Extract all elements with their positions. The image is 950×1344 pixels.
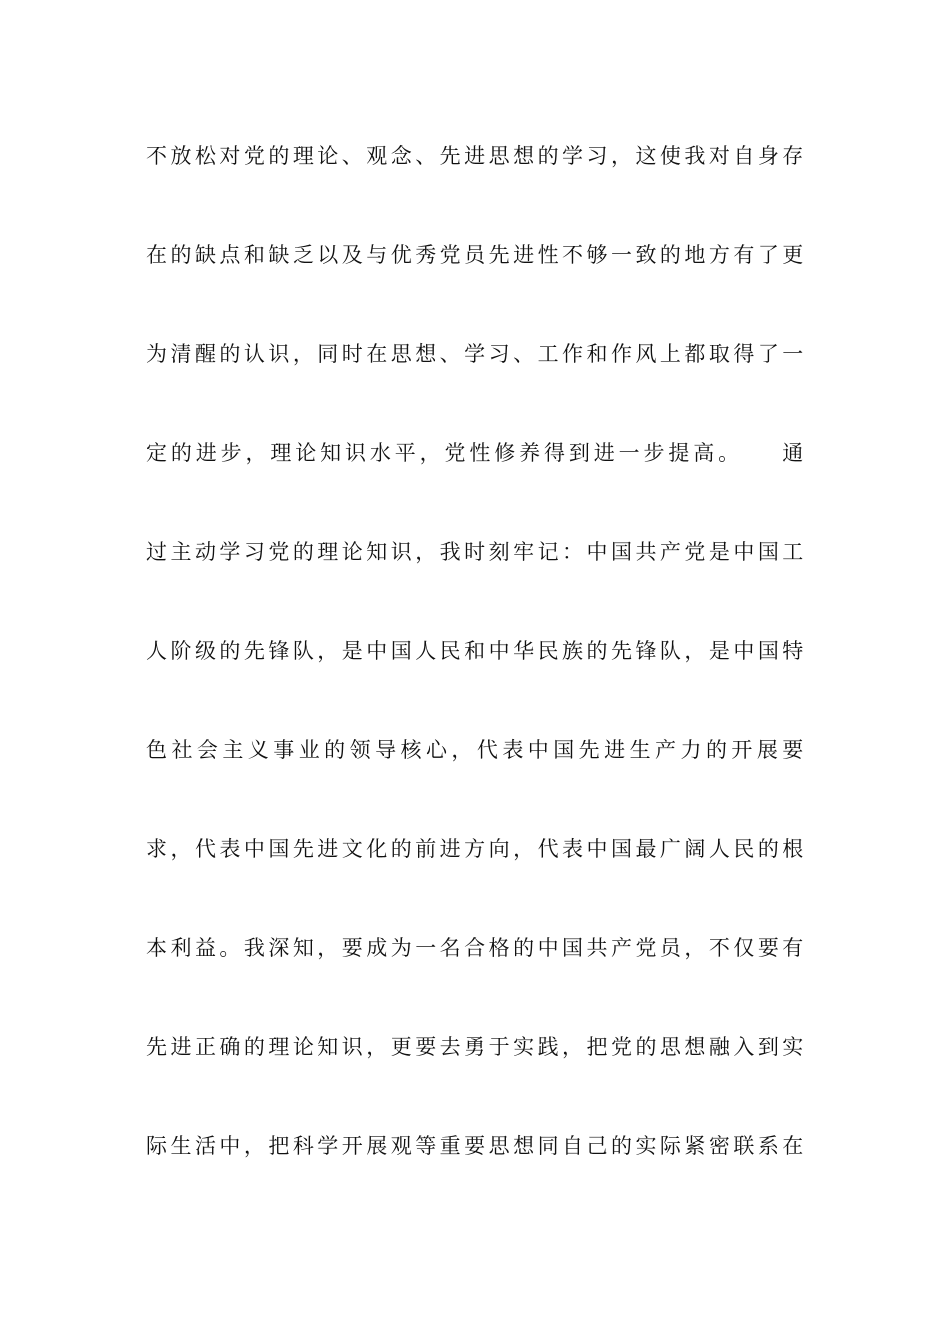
text-line: 定的进步，理论知识水平，党性修养得到进一步提高。 通 <box>146 441 806 465</box>
text-line: 求，代表中国先进文化的前进方向，代表中国最广阔人民的根 <box>146 837 806 861</box>
body-text <box>146 128 806 1217</box>
text-line: 过主动学习党的理论知识，我时刻牢记：中国共产党是中国工 <box>146 540 806 564</box>
text-line: 色社会主义事业的领导核心，代表中国先进生产力的开展要 <box>146 738 806 762</box>
text-line: 人阶级的先锋队，是中国人民和中华民族的先锋队，是中国特 <box>146 639 806 663</box>
text-line: 不放松对党的理论、观念、先进思想的学习，这使我对自身存 <box>146 144 806 168</box>
text-line: 际生活中，把科学开展观等重要思想同自己的实际紧密联系在 <box>146 1134 806 1158</box>
text-line: 为清醒的认识，同时在思想、学习、工作和作风上都取得了一 <box>146 342 806 366</box>
text-line: 先进正确的理论知识，更要去勇于实践，把党的思想融入到实 <box>146 1035 806 1059</box>
text-line: 本利益。我深知，要成为一名合格的中国共产党员，不仅要有 <box>146 936 806 960</box>
text-line: 在的缺点和缺乏以及与优秀党员先进性不够一致的地方有了更 <box>146 243 806 267</box>
